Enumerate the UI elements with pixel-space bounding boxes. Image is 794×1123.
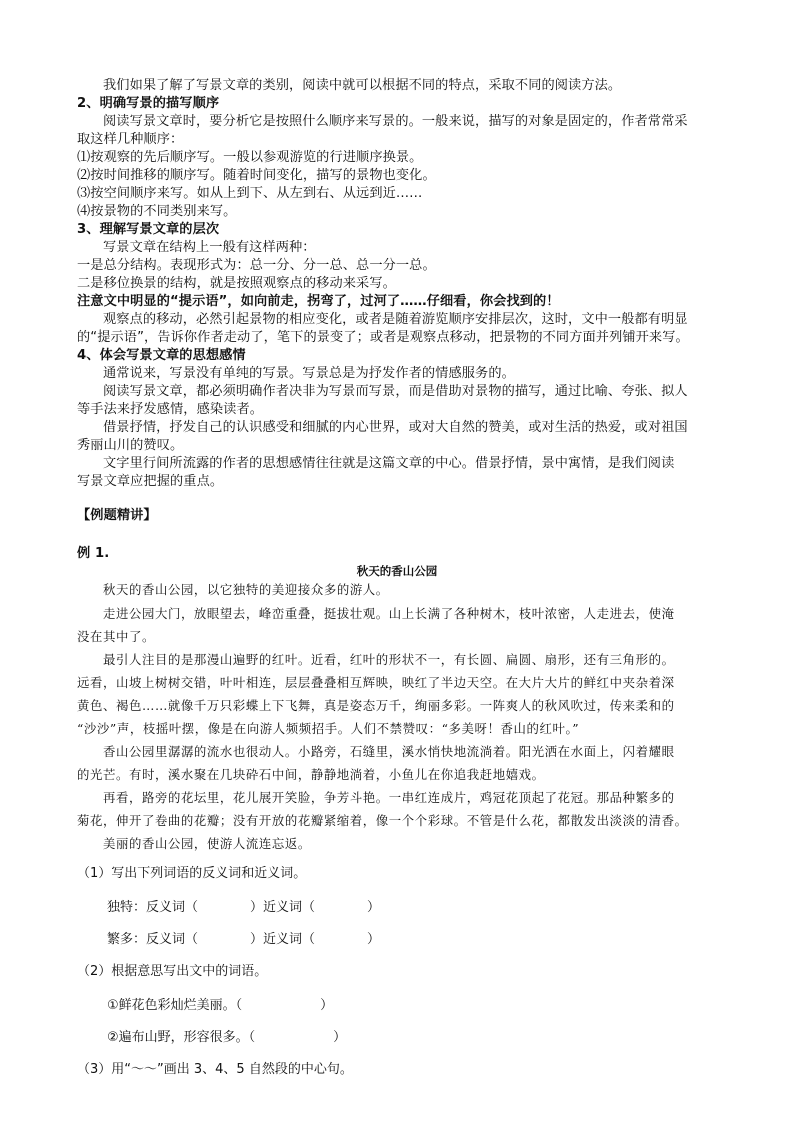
article-line: 秋天的香山公园，以它独特的美迎接众多的游人。	[103, 582, 389, 597]
article-line: 香山公园里潺潺的流水也很动人。小路旁，石缝里，溪水悄快地流淌着。阳光洒在水面上，闪着耀眼	[103, 744, 675, 759]
example-label: 例 1.	[77, 546, 110, 561]
article-title: 秋天的香山公园	[356, 564, 438, 578]
article-line: 菊花，伸开了卷曲的花瓣；没有开放的花瓣紧缩着，像一个个彩球。不管是什么花，都散发出淡淡的清香。	[77, 813, 688, 828]
article-line: 黄色、褐色……就像千万只彩蝶上下飞舞，真是姿态万千，绚丽多彩。一阵爽人的秋风吹过，传来柔和的	[77, 698, 675, 713]
article-line: 美丽的香山公园，使游人流连忘返。	[103, 836, 311, 851]
section-2-paragraph: 阅读写景文章时，要分析它是按照什么顺序来写景的。一般来说，描写的对象是固定的，作者常常采	[103, 114, 688, 129]
section-3-paragraph-4: 观察点的移动，必然引起景物的相应变化，或者是随着游览顺序安排层次，这时，文中一般都有明显	[103, 312, 688, 327]
section-3-paragraph-4-cont: 的“提示语”，告诉你作者走动了，笔下的景变了；或者是观察点移动，把景物的不同方面并列铺开来写。	[77, 330, 689, 345]
order-item-2: ⑵按时间推移的顺序写。随着时间变化，描写的景物也变化。	[77, 168, 436, 183]
article-line: 的光芒。有时，溪水聚在几块砕石中间，静静地淌着，小鱼儿在你追我赶地嬉戏。	[77, 767, 545, 782]
section-4-paragraph-4-cont: 写景文章应把握的重点。	[77, 474, 224, 489]
section-3-heading: 3、理解写景文章的层次	[77, 222, 220, 237]
section-2-heading: 2、明确写景的描写顺序	[77, 96, 220, 111]
section-3-paragraph-1: 写景文章在结构上一般有这样两种：	[103, 240, 316, 255]
article-line: 走进公园大门，放眼望去，峰峦重叠，挺拔壮观。山上长满了各种树木，枝叶浓密，人走进去，使淹	[103, 606, 675, 621]
section-4-paragraph-2: 阅读写景文章，都必须明确作者决非为写景而写景，而是借助对景物的描写，通过比喻、夸张、拟人	[103, 384, 688, 399]
question-1a-answer-line[interactable]: 独特：反义词（ ）近义词（ ）	[107, 900, 381, 915]
section-4-paragraph-3: 借景抒情，抒发自己的认识感受和细腻的内心世界，或对大自然的赞美，或对生活的热爱，或对祖国	[103, 420, 688, 435]
article-line: 远看，山坡上树树交错，叶叶相连，层层叠叠相互辉映，映红了半边天空。在大片大片的鲜红中夹杂着深	[77, 675, 675, 690]
section-4-paragraph-3-cont: 秀丽山川的赞叹。	[77, 438, 184, 453]
question-2a-answer-line[interactable]: ①鲜花色彩灿烂美丽。（ ）	[107, 998, 334, 1013]
question-1: （1）写出下列词语的反义词和近义词。	[77, 866, 307, 881]
article-line: 再看，路旁的花坛里，花儿展开笑脸，争芳斗艳。一串红连成片，鸡冠花顶起了花冠。那品种繁多的	[103, 790, 675, 805]
section-3-paragraph-3: 二是移位换景的结构，就是按照观察点的移动来采写。	[77, 276, 396, 291]
section-4-paragraph-1: 通常说来，写景没有单纯的写景。写景总是为抒发作者的情感服务的。	[103, 366, 515, 381]
article-line: “沙沙”声，枝摇叶摆，像是在向游人频频招手。人们不禁赞叹：“多美呀！香山的红叶。”	[77, 721, 580, 736]
section-4-paragraph-2-cont: 等手法来抒发感情，感染读者。	[77, 402, 264, 417]
section-2-paragraph-cont: 取这样几种顺序：	[77, 132, 184, 147]
question-1b-answer-line[interactable]: 繁多：反义词（ ）近义词（ ）	[107, 932, 381, 947]
order-item-3: ⑶按空间顺序来写。如从上到下、从左到右、从远到近……	[77, 186, 423, 201]
section-4-paragraph-4: 文字里行间所流露的作者的思想感情往往就是这篇文章的中心。借景抒情，景中寓情，是我们阅读	[103, 456, 675, 471]
intro-line: 我们如果了解了写景文章的类别，阅读中就可以根据不同的特点，采取不同的阅读方法。	[103, 78, 622, 93]
order-item-4: ⑷按景物的不同类别来写。	[77, 204, 237, 219]
example-section-header: 【例题精讲】	[77, 508, 157, 523]
question-2: （2）根据意思写出文中的词语。	[77, 964, 268, 979]
article-line: 最引人注目的是那漫山遍野的红叶。近看，红叶的形状不一，有长圆、扁圆、扇形，还有三角形的。	[103, 652, 675, 667]
question-3: （3）用“～～”画出 3、4、5 自然段的中心句。	[77, 1062, 353, 1077]
article-line: 没在其中了。	[77, 629, 155, 644]
section-3-note: 注意文中明显的“提示语”，如向前走，拐弯了，过河了……仔细看，你会找到的！	[77, 294, 560, 309]
section-4-heading: 4、体会写景文章的思想感情	[77, 348, 246, 363]
question-2b-answer-line[interactable]: ②遍布山野，形容很多。（ ）	[107, 1030, 347, 1045]
order-item-1: ⑴按观察的先后顺序写。一般以参观游览的行进顺序换景。	[77, 150, 423, 165]
section-3-paragraph-2: 一是总分结构。表现形式为：总一分、分一总、总一分一总。	[77, 258, 436, 273]
